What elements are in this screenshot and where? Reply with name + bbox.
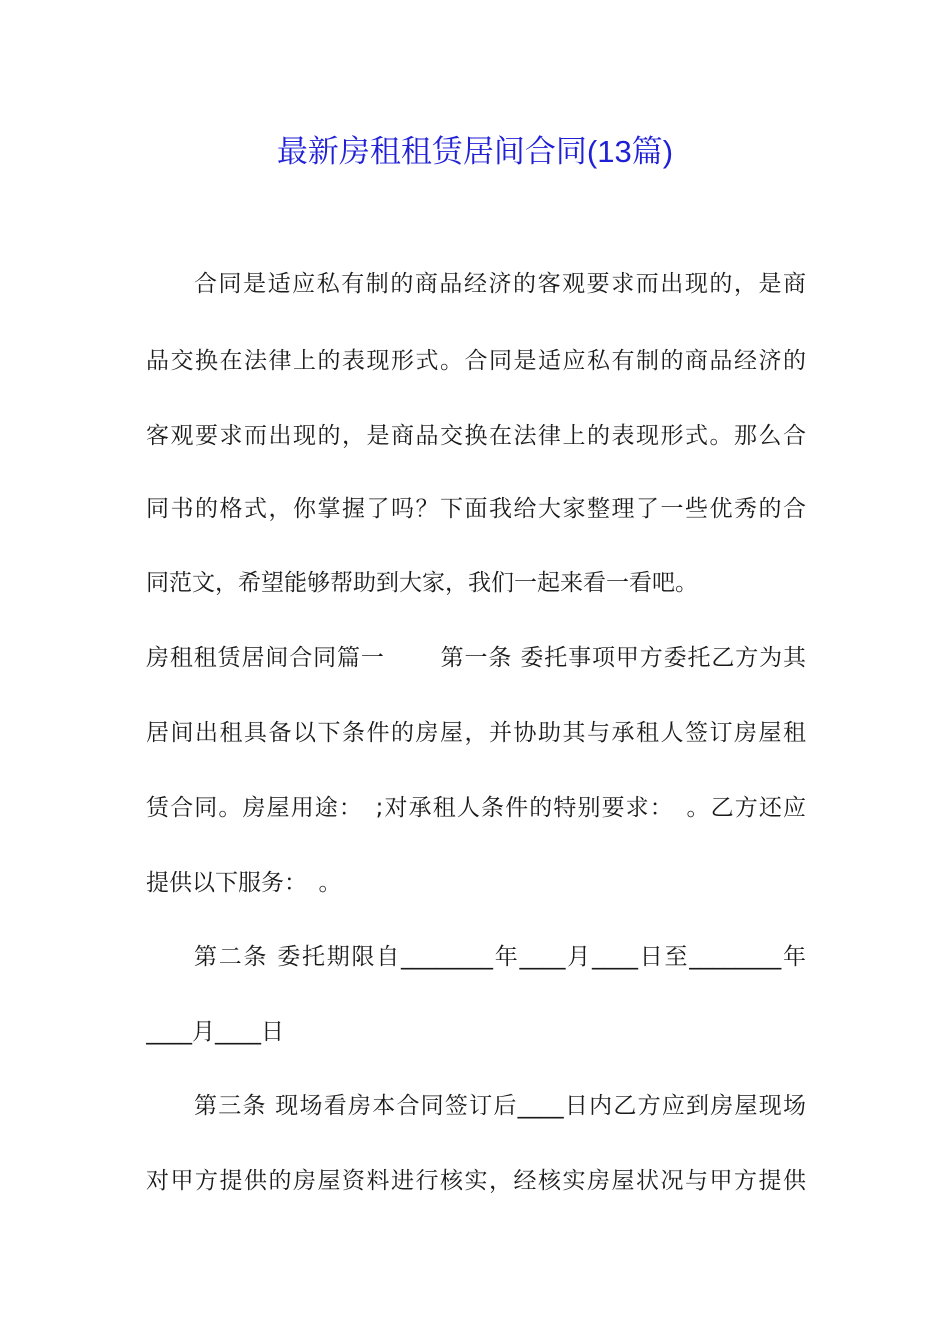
document-title: 最新房租租赁居间合同(13篇) [276, 134, 674, 169]
paragraph-line: 居间出租具备以下条件的房屋，并协助其与承租人签订房屋租 [146, 720, 806, 746]
paragraph-line: 赁合同。房屋用途： ;对承租人条件的特别要求： 。乙方还应 [146, 795, 806, 821]
paragraph-line: 客观要求而出现的，是商品交换在法律上的表现形式。那么合 [146, 423, 806, 449]
paragraph-line: 同范文，希望能够帮助到大家，我们一起来看一看吧。 [146, 570, 698, 596]
paragraph-line: 合同是适应私有制的商品经济的客观要求而出现的，是商 [194, 271, 806, 297]
paragraph-line: 第二条 委托期限自________年____月____日至________年 [194, 944, 806, 970]
paragraph-line: 品交换在法律上的表现形式。合同是适应私有制的商品经济的 [146, 348, 806, 374]
paragraph-line: 对甲方提供的房屋资料进行核实，经核实房屋状况与甲方提供 [146, 1168, 806, 1194]
paragraph-line: 同书的格式，你掌握了吗？下面我给大家整理了一些优秀的合 [146, 496, 806, 522]
paragraph-line: 房租租赁居间合同篇一 第一条 委托事项甲方委托乙方为其 [146, 645, 806, 671]
paragraph-line: ____月____日 [146, 1019, 284, 1045]
paragraph-line: 提供以下服务： 。 [146, 870, 342, 896]
paragraph-line: 第三条 现场看房本合同签订后____日内乙方应到房屋现场 [194, 1093, 806, 1119]
